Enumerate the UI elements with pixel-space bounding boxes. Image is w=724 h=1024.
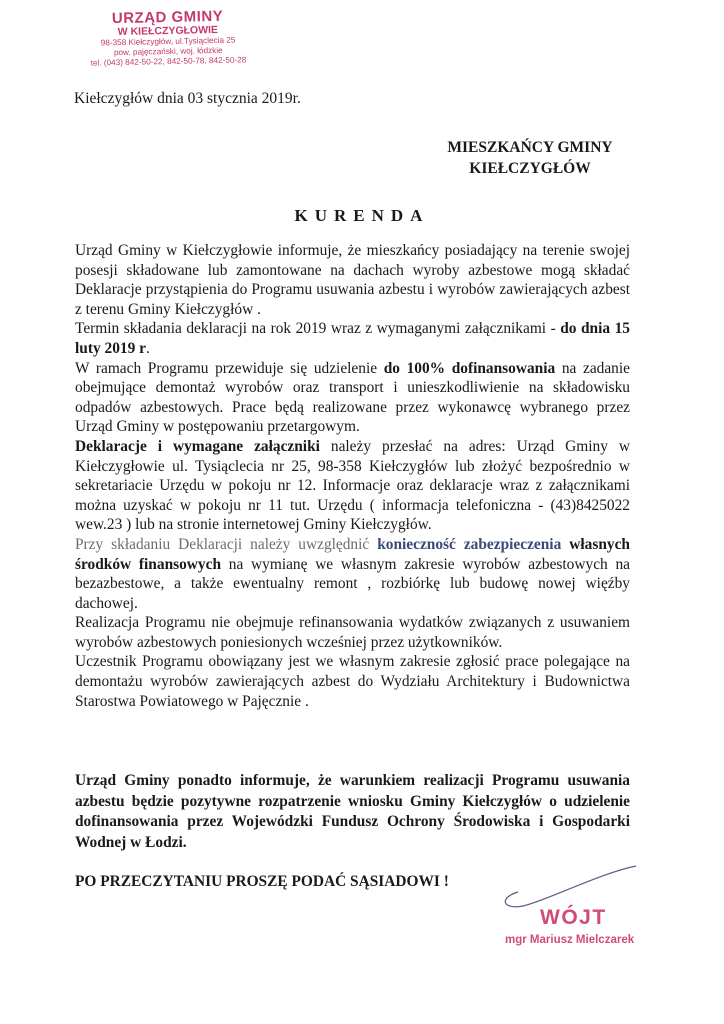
signature-title: WÓJT <box>540 906 607 929</box>
deadline-text: Termin składania deklaracji na rok 2019 wraz z wymaganymi załącznikami - <box>75 320 556 338</box>
stamp-line-office: URZĄD GMINY <box>111 7 224 28</box>
stamp-line-location: W KIEŁCZYGŁOWIE <box>117 23 219 39</box>
recipient-block <box>420 137 640 179</box>
funding-highlight: do 100% dofinansowania <box>383 359 556 377</box>
paragraph-deadline: Termin składania deklaracji na rok 2019 wraz z wymaganymi załącznikami - do dnia 15 luty 2019 r. <box>75 320 630 357</box>
own-funds-highlight: konieczność zabezpieczenia <box>377 535 562 553</box>
recipient-line-1: MIESZKAŃCY GMINY <box>447 139 613 156</box>
paragraph-own-funds: Przy składaniu Deklaracji należy uwzględnić konieczność zabezpieczenia własnych środków finansowych na wymianę we własnym zakresie wyrobów azbestowych na bezazbestowe, a także ewentualny remont , rozbiórkę lub budowę nowej więźby dachowej. <box>75 535 630 612</box>
pass-along-note: PO PRZECZYTANIU PROSZĘ PODAĆ SĄSIADOWI ! <box>75 873 449 890</box>
signature-scribble <box>478 862 638 912</box>
signature-name: mgr Mariusz Mielczarek <box>505 934 635 946</box>
deadline-date: do dnia 15 luty 2019 r <box>75 320 630 357</box>
recipient-line-2: KIEŁCZYGŁÓW <box>469 160 591 177</box>
document-date: Kiełczygłów dnia 03 stycznia 2019r. <box>74 90 301 107</box>
stamp-line-address: 98-358 Kiełczygłów, ul.Tysiąclecia 25 <box>100 35 236 48</box>
own-funds-highlight-2: własnych środków finansowych <box>75 535 630 573</box>
document-body <box>75 241 630 711</box>
paragraph-funding: W ramach Programu przewiduje się udzielenie do 100% dofinansowania na zadanie obejmujące demontaż wyrobów oraz transport i unieszkodliwienie na składowisku odpadów azbestowych. Prace będą realizowane przez wykonawcę wybranego przez Urząd Gminy w postępowaniu przetargowym. <box>75 359 630 436</box>
stamp-line-phone: tel. (043) 842-50-22, 842-50-78, 842-50-28 <box>90 55 247 68</box>
document-title: KURENDA <box>294 206 430 225</box>
paragraph-condition: Urząd Gminy ponadto informuje, że warunkiem realizacji Programu usuwania azbestu będzie pozytywne rozpatrzenie wniosku Gminy Kiełczygłów o udzielenie dofinansowania przez Wojewódzki Fundusz Ochrony Środowiska i Gospodarki Wodnej w Łodzi. <box>75 772 630 851</box>
office-stamp <box>77 8 258 69</box>
submission-highlight: Deklaracje i wymagane załączniki <box>75 437 320 455</box>
stamp-line-region: pow. pajęczański, woj. łódzkie <box>113 45 223 58</box>
info-block <box>75 771 630 853</box>
paragraph-submission: Deklaracje i wymagane załączniki należy przesłać na adres: Urząd Gminy w Kiełczygłowie ul. Tysiąclecia nr 25, 98-358 Kiełczygłów lub złożyć bezpośrednio w sekretariacie Urzędu w pokoju nr 12. Informacje oraz deklaracje wraz z załącznikami można uzyskać w pokoju nr 11 tut. Urzędu ( informacja telefoniczna - (43)8425022 wew.23 ) lub na stronie internetowej Gminy Kiełczygłów. <box>75 437 630 534</box>
paragraph-obligation: Uczestnik Programu obowiązany jest we własnym zakresie zgłosić prace polegające na demontażu wyrobów zawierających azbest do Wydziału Architektury i Budownictwa Starostwa Powiatowego w Pajęcznie . <box>75 653 630 710</box>
paragraph-refinancing: Realizacja Programu nie obejmuje refinansowania wydatków związanych z usuwaniem wyrobów azbestowych poniesionych wcześniej przez użytkowników. <box>75 614 630 651</box>
paragraph-intro: Urząd Gminy w Kiełczygłowie informuje, że mieszkańcy posiadający na terenie swojej posesji składowane lub zamontowane na dachach wyroby azbestowe mogą składać Deklaracje przystąpienia do Programu usuwania azbestu i wyrobów zawierających azbest z terenu Gminy Kiełczygłów . <box>75 242 630 318</box>
